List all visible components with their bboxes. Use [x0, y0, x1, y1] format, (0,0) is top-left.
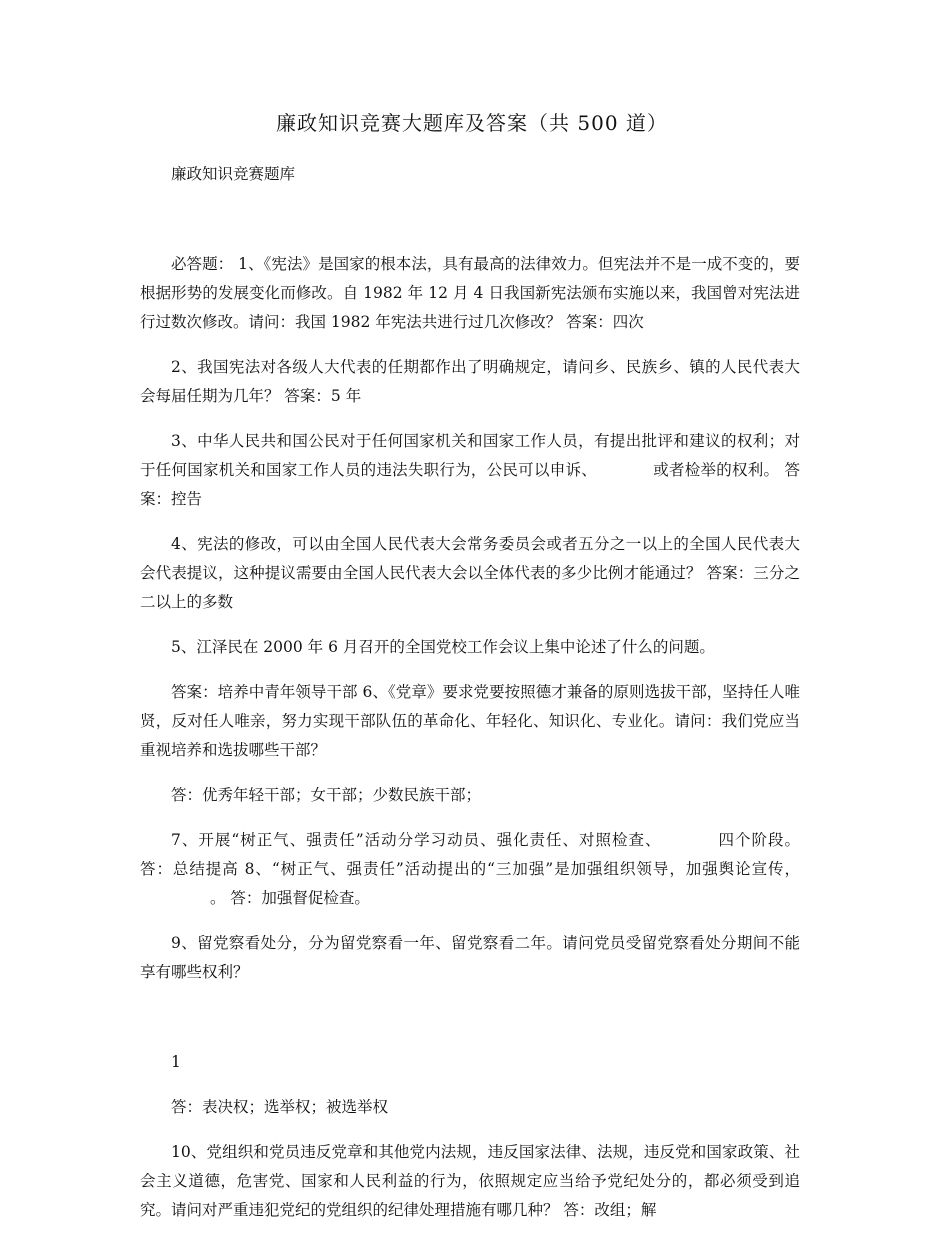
paragraph-q10: 10、党组织和党员违反党章和其他党内法规，违反国家法律、法规，违反党和国家政策、社会主义道德，危害党、国家和人民利益的行为，依照规定应当给予党纪处分的，都必须受到追究。请问对严重违犯党纪的党组织的纪律处理措施有哪几种？ 答：改组；解 [140, 1143, 800, 1219]
paragraph-q1: 必答题： 1、《宪法》是国家的根本法，具有最高的法律效力。但宪法并不是一成不变的，要根据形势的发展变化而修改。自 1982 年 12 月 4 日我国新宪法颁布实施以来，我国曾对宪法进行过数次修改。请问：我国 1982 年宪法共进行过几次修改？ 答案：四次 [140, 255, 800, 331]
document-title [0, 110, 950, 146]
paragraph-q9: 9、留党察看处分，分为留党察看一年、留党察看二年。请问党员受留党察看处分期间不能享有哪些权利？ [140, 934, 800, 981]
paragraph-number: 1 [171, 1053, 181, 1071]
paragraph-q2: 2、我国宪法对各级人大代表的任期都作出了明确规定，请问乡、民族乡、镇的人民代表大会每届任期为几年？ 答案：5 年 [140, 358, 800, 405]
paragraph-empty-2 [140, 1003, 800, 1032]
paragraph-q5: 5、江泽民在 2000 年 6 月召开的全国党校工作会议上集中论述了什么的问题。 [171, 638, 715, 656]
paragraph-q9-answer: 答：表决权；选举权；被选举权 [171, 1098, 389, 1116]
paragraph-empty [140, 205, 800, 234]
paragraph-q7-q8 [140, 826, 800, 913]
q3-text-part1: 3、中华人民共和国公民对于任何国家机关和国家工作人员，有提出批评和建议的权利；对于任何国家机关和国家工作人员的违法失职行为，公民可以申诉、 [140, 432, 800, 479]
paragraph-q4: 4、宪法的修改，可以由全国人民代表大会常务委员会或者五分之一以上的全国人民代表大会代表提议，这种提议需要由全国人民代表大会以全体代表的多少比例才能通过？ 答案：三分之二以上的多数 [140, 535, 800, 611]
document-title-text: 廉政知识竞赛大题库及答案（共 500 道） [276, 111, 668, 135]
q3-text-part2: 或者检举的权利。 答案：控告 [140, 461, 800, 508]
paragraph-subtitle: 廉政知识竞赛题库 [171, 165, 296, 183]
paragraph-q6-answer: 答：优秀年轻干部；女干部；少数民族干部； [171, 786, 482, 804]
paragraph-q3 [140, 427, 800, 514]
paragraph-q5-answer-q6: 答案：培养中青年领导干部 6、《党章》要求党要按照德才兼备的原则选拔干部，坚持任人唯贤，反对任人唯亲，努力实现干部队伍的革命化、年轻化、知识化、专业化。请问：我们党应当重视培养和选拔哪些干部？ [140, 683, 800, 759]
document-body [140, 160, 800, 1241]
q7-text-part1: 7、开展“树正气、强责任”活动分学习动员、强化责任、对照检查、 [171, 831, 662, 849]
q7-text-part2: 四个阶段。 答：总结提高 8、“树正气、强责任”活动提出的“三加强”是加强组织领导，加强舆论宣传， [140, 831, 800, 878]
q8-text-part3: 。 答：加强督促检查。 [210, 889, 370, 907]
